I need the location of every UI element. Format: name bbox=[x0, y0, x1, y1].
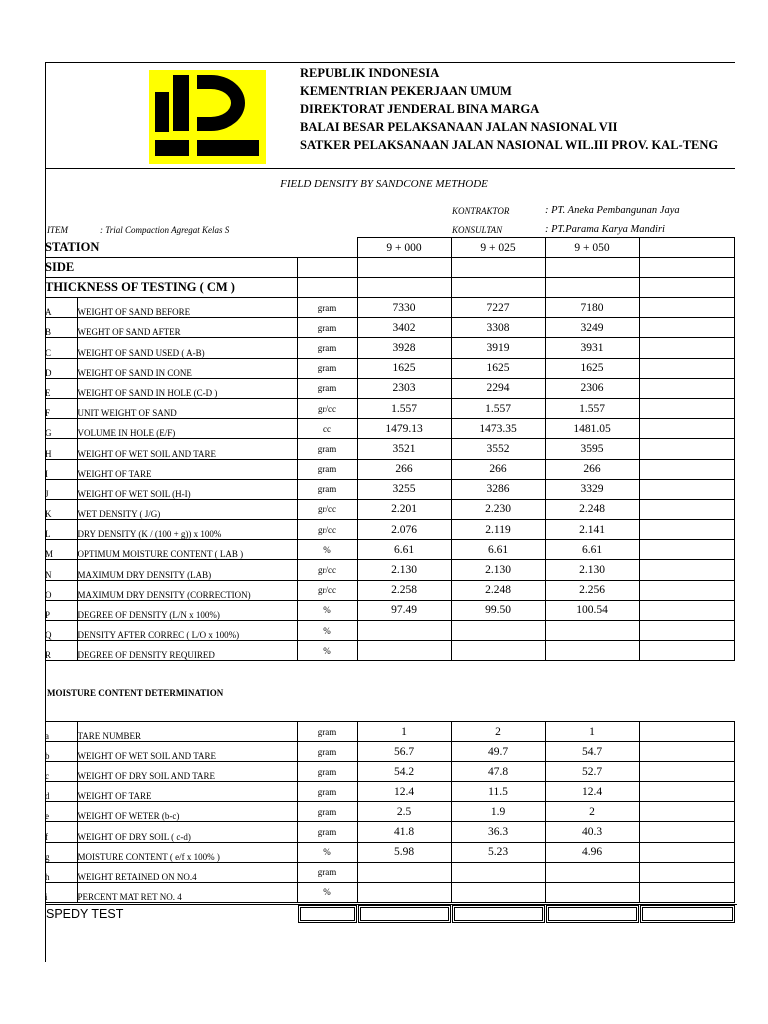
density-value-4 bbox=[639, 600, 734, 620]
moisture-value-4 bbox=[639, 802, 734, 822]
moisture-code: a bbox=[45, 722, 77, 742]
density-value-1: 2.258 bbox=[357, 580, 451, 600]
item-value: : Trial Compaction Agregat Kelas S bbox=[100, 225, 230, 235]
density-value-1: 266 bbox=[357, 459, 451, 479]
moisture-description: WEIGHT RETAINED ON NO.4 bbox=[77, 862, 297, 882]
moisture-row bbox=[45, 862, 734, 882]
moisture-value-1 bbox=[357, 862, 451, 882]
density-code: J bbox=[45, 479, 77, 499]
density-value-3: 2.141 bbox=[545, 520, 639, 540]
moisture-value-4 bbox=[639, 862, 734, 882]
density-value-4 bbox=[639, 338, 734, 358]
density-value-4 bbox=[639, 560, 734, 580]
moisture-code: c bbox=[45, 762, 77, 782]
density-value-2: 2.130 bbox=[451, 560, 545, 580]
kontraktor-value: : PT. Aneka Pembangunan Jaya bbox=[545, 205, 680, 216]
konsultan-label: KONSULTAN bbox=[452, 225, 503, 235]
density-description: WEIGHT OF WET SOIL (H-I) bbox=[77, 479, 297, 499]
density-row bbox=[45, 621, 734, 641]
density-row bbox=[45, 459, 734, 479]
header-line-2: KEMENTRIAN PEKERJAAN UMUM bbox=[300, 84, 512, 98]
moisture-code: h bbox=[45, 862, 77, 882]
density-code: E bbox=[45, 378, 77, 398]
moisture-description: TARE NUMBER bbox=[77, 722, 297, 742]
moisture-value-1: 54.2 bbox=[357, 762, 451, 782]
moisture-description: WEIGHT OF WETER (b-c) bbox=[77, 802, 297, 822]
density-code: O bbox=[45, 580, 77, 600]
moisture-value-1: 1 bbox=[357, 722, 451, 742]
moisture-unit: % bbox=[297, 882, 357, 902]
density-value-1 bbox=[357, 621, 451, 641]
density-description: DEGREE OF DENSITY REQUIRED bbox=[77, 641, 297, 661]
moisture-value-3 bbox=[545, 882, 639, 902]
spedy-box-3 bbox=[546, 905, 639, 923]
moisture-value-3: 54.7 bbox=[545, 742, 639, 762]
density-value-3: 3595 bbox=[545, 439, 639, 459]
density-code: B bbox=[45, 318, 77, 338]
density-value-2: 3308 bbox=[451, 318, 545, 338]
moisture-unit: gram bbox=[297, 762, 357, 782]
spedy-box-2 bbox=[452, 905, 545, 923]
konsultan-value: : PT.Parama Karya Mandiri bbox=[545, 224, 665, 235]
density-value-3 bbox=[545, 641, 639, 661]
density-value-1: 2.201 bbox=[357, 499, 451, 519]
density-row bbox=[45, 560, 734, 580]
density-value-1: 1.557 bbox=[357, 398, 451, 418]
thickness-label: THICKNESS OF TESTING ( CM ) bbox=[45, 278, 297, 298]
density-row bbox=[45, 499, 734, 519]
density-description: WEIGHT OF WET SOIL AND TARE bbox=[77, 439, 297, 459]
moisture-row bbox=[45, 882, 734, 902]
density-value-1: 3402 bbox=[357, 318, 451, 338]
density-value-4 bbox=[639, 358, 734, 378]
density-description: WEIGHT OF SAND IN CONE bbox=[77, 358, 297, 378]
moisture-row bbox=[45, 782, 734, 802]
density-description: WEIGHT OF SAND BEFORE bbox=[77, 298, 297, 318]
moisture-value-4 bbox=[639, 822, 734, 842]
moisture-unit: gram bbox=[297, 782, 357, 802]
moisture-code: d bbox=[45, 782, 77, 802]
density-unit: gram bbox=[297, 298, 357, 318]
moisture-unit: gram bbox=[297, 742, 357, 762]
density-value-1: 2.130 bbox=[357, 560, 451, 580]
density-value-4 bbox=[639, 540, 734, 560]
density-value-4 bbox=[639, 398, 734, 418]
density-value-1: 2303 bbox=[357, 378, 451, 398]
density-unit: gr/cc bbox=[297, 520, 357, 540]
moisture-value-1 bbox=[357, 882, 451, 902]
moisture-value-4 bbox=[639, 762, 734, 782]
density-code: C bbox=[45, 338, 77, 358]
density-unit: gr/cc bbox=[297, 560, 357, 580]
density-unit: % bbox=[297, 641, 357, 661]
density-row bbox=[45, 540, 734, 560]
density-value-3: 2.130 bbox=[545, 560, 639, 580]
density-description: DEGREE OF DENSITY (L/N x 100%) bbox=[77, 600, 297, 620]
density-value-4 bbox=[639, 641, 734, 661]
density-value-4 bbox=[639, 318, 734, 338]
moisture-value-4 bbox=[639, 882, 734, 902]
station-4 bbox=[639, 238, 734, 258]
header-line-1: REPUBLIK INDONESIA bbox=[300, 66, 440, 80]
density-value-3: 7180 bbox=[545, 298, 639, 318]
side-1 bbox=[357, 258, 451, 278]
density-code: H bbox=[45, 439, 77, 459]
density-value-4 bbox=[639, 378, 734, 398]
moisture-value-2 bbox=[451, 862, 545, 882]
moisture-value-1: 41.8 bbox=[357, 822, 451, 842]
header-line-4: BALAI BESAR PELAKSANAAN JALAN NASIONAL VII bbox=[300, 120, 618, 134]
density-value-3: 2.248 bbox=[545, 499, 639, 519]
density-value-3: 6.61 bbox=[545, 540, 639, 560]
density-value-1: 1479.13 bbox=[357, 419, 451, 439]
density-description: MAXIMUM DRY DENSITY (CORRECTION) bbox=[77, 580, 297, 600]
density-row bbox=[45, 338, 734, 358]
density-value-1: 3928 bbox=[357, 338, 451, 358]
side-label: SIDE bbox=[45, 258, 297, 278]
density-value-4 bbox=[639, 459, 734, 479]
thickness-2 bbox=[451, 278, 545, 298]
moisture-value-1: 12.4 bbox=[357, 782, 451, 802]
density-value-2: 7227 bbox=[451, 298, 545, 318]
density-description: MAXIMUM DRY DENSITY (LAB) bbox=[77, 560, 297, 580]
item-label: ITEM bbox=[47, 225, 68, 235]
density-value-2 bbox=[451, 621, 545, 641]
density-value-4 bbox=[639, 520, 734, 540]
moisture-value-2: 1.9 bbox=[451, 802, 545, 822]
density-row bbox=[45, 479, 734, 499]
density-value-4 bbox=[639, 499, 734, 519]
moisture-description: WEIGHT OF TARE bbox=[77, 782, 297, 802]
moisture-value-4 bbox=[639, 722, 734, 742]
moisture-value-2: 49.7 bbox=[451, 742, 545, 762]
station-label: STATION bbox=[45, 238, 357, 258]
density-value-1: 1625 bbox=[357, 358, 451, 378]
density-unit: % bbox=[297, 540, 357, 560]
density-value-1 bbox=[357, 641, 451, 661]
density-code: F bbox=[45, 398, 77, 418]
density-description: WEIGHT OF SAND USED ( A-B) bbox=[77, 338, 297, 358]
density-value-3: 3931 bbox=[545, 338, 639, 358]
density-unit: gram bbox=[297, 318, 357, 338]
moisture-value-1: 56.7 bbox=[357, 742, 451, 762]
density-value-2: 266 bbox=[451, 459, 545, 479]
station-3: 9 + 050 bbox=[545, 238, 639, 258]
density-value-4 bbox=[639, 580, 734, 600]
thickness-1 bbox=[357, 278, 451, 298]
density-value-4 bbox=[639, 439, 734, 459]
density-value-4 bbox=[639, 298, 734, 318]
density-description: UNIT WEIGHT OF SAND bbox=[77, 398, 297, 418]
moisture-unit: gram bbox=[297, 802, 357, 822]
side-2 bbox=[451, 258, 545, 278]
density-code: L bbox=[45, 520, 77, 540]
moisture-code: e bbox=[45, 802, 77, 822]
density-code: G bbox=[45, 419, 77, 439]
density-value-3 bbox=[545, 621, 639, 641]
moisture-value-3: 40.3 bbox=[545, 822, 639, 842]
spedy-box-unit bbox=[298, 905, 357, 923]
moisture-value-2: 11.5 bbox=[451, 782, 545, 802]
density-value-2: 2.248 bbox=[451, 580, 545, 600]
density-description: DENSITY AFTER CORREC ( L/O x 100%) bbox=[77, 621, 297, 641]
density-value-3: 1481.05 bbox=[545, 419, 639, 439]
density-value-3: 266 bbox=[545, 459, 639, 479]
thickness-unit bbox=[297, 278, 357, 298]
density-value-1: 3255 bbox=[357, 479, 451, 499]
density-code: K bbox=[45, 499, 77, 519]
moisture-row bbox=[45, 802, 734, 822]
moisture-value-2: 36.3 bbox=[451, 822, 545, 842]
density-value-3: 1.557 bbox=[545, 398, 639, 418]
moisture-description: WEIGHT OF DRY SOIL AND TARE bbox=[77, 762, 297, 782]
density-code: R bbox=[45, 641, 77, 661]
density-value-2: 2.119 bbox=[451, 520, 545, 540]
density-value-1: 6.61 bbox=[357, 540, 451, 560]
moisture-row bbox=[45, 822, 734, 842]
density-description: OPTIMUM MOISTURE CONTENT ( LAB ) bbox=[77, 540, 297, 560]
side-3 bbox=[545, 258, 639, 278]
density-value-1: 3521 bbox=[357, 439, 451, 459]
moisture-value-1: 5.98 bbox=[357, 842, 451, 862]
moisture-row bbox=[45, 762, 734, 782]
moisture-value-3: 4.96 bbox=[545, 842, 639, 862]
density-value-3: 2306 bbox=[545, 378, 639, 398]
moisture-row bbox=[45, 742, 734, 762]
moisture-code: f bbox=[45, 822, 77, 842]
thickness-row bbox=[45, 278, 734, 298]
spedy-test-row bbox=[45, 904, 737, 924]
density-description: VOLUME IN HOLE (E/F) bbox=[77, 419, 297, 439]
moisture-code: i bbox=[45, 882, 77, 902]
moisture-description: WEIGHT OF WET SOIL AND TARE bbox=[77, 742, 297, 762]
density-value-3: 100.54 bbox=[545, 600, 639, 620]
density-unit: gr/cc bbox=[297, 580, 357, 600]
moisture-description: PERCENT MAT RET NO. 4 bbox=[77, 882, 297, 902]
document-title: FIELD DENSITY BY SANDCONE METHODE bbox=[280, 178, 488, 190]
moisture-value-3: 1 bbox=[545, 722, 639, 742]
density-value-2: 3919 bbox=[451, 338, 545, 358]
density-value-2: 1473.35 bbox=[451, 419, 545, 439]
density-value-2: 1625 bbox=[451, 358, 545, 378]
moisture-row bbox=[45, 842, 734, 862]
thickness-3 bbox=[545, 278, 639, 298]
density-row bbox=[45, 600, 734, 620]
moisture-value-2: 47.8 bbox=[451, 762, 545, 782]
density-value-3: 2.256 bbox=[545, 580, 639, 600]
density-code: A bbox=[45, 298, 77, 318]
density-value-2: 3552 bbox=[451, 439, 545, 459]
moisture-code: g bbox=[45, 842, 77, 862]
station-1: 9 + 000 bbox=[357, 238, 451, 258]
thickness-4 bbox=[639, 278, 734, 298]
density-value-2: 6.61 bbox=[451, 540, 545, 560]
header-line-3: DIREKTORAT JENDERAL BINA MARGA bbox=[300, 102, 540, 116]
header-top-border bbox=[45, 62, 735, 63]
spedy-box-1 bbox=[358, 905, 451, 923]
density-value-3: 1625 bbox=[545, 358, 639, 378]
station-row bbox=[45, 238, 734, 258]
moisture-value-1: 2.5 bbox=[357, 802, 451, 822]
side-unit bbox=[297, 258, 357, 278]
moisture-section-title: MOISTURE CONTENT DETERMINATION bbox=[47, 688, 224, 698]
density-row bbox=[45, 520, 734, 540]
density-row bbox=[45, 358, 734, 378]
density-table bbox=[45, 237, 735, 661]
side-row bbox=[45, 258, 734, 278]
density-value-2: 2.230 bbox=[451, 499, 545, 519]
density-unit: % bbox=[297, 621, 357, 641]
density-description: WEIGHT OF SAND IN HOLE (C-D ) bbox=[77, 378, 297, 398]
moisture-code: b bbox=[45, 742, 77, 762]
density-value-4 bbox=[639, 419, 734, 439]
spedy-box-4 bbox=[640, 905, 735, 923]
station-2: 9 + 025 bbox=[451, 238, 545, 258]
density-unit: cc bbox=[297, 419, 357, 439]
moisture-value-3: 12.4 bbox=[545, 782, 639, 802]
density-unit: gr/cc bbox=[297, 398, 357, 418]
density-row bbox=[45, 298, 734, 318]
spedy-test-label: SPEDY TEST bbox=[46, 907, 124, 921]
density-value-3: 3329 bbox=[545, 479, 639, 499]
moisture-value-4 bbox=[639, 782, 734, 802]
density-value-1: 2.076 bbox=[357, 520, 451, 540]
density-unit: gram bbox=[297, 439, 357, 459]
moisture-description: WEIGHT OF DRY SOIL ( c-d) bbox=[77, 822, 297, 842]
header-line-5: SATKER PELAKSANAAN JALAN NASIONAL WIL.III PROV. KAL-TENG bbox=[300, 138, 719, 152]
density-row bbox=[45, 439, 734, 459]
density-value-4 bbox=[639, 621, 734, 641]
moisture-table bbox=[45, 721, 735, 903]
density-code: Q bbox=[45, 621, 77, 641]
density-row bbox=[45, 580, 734, 600]
density-row bbox=[45, 398, 734, 418]
moisture-value-4 bbox=[639, 742, 734, 762]
density-unit: gr/cc bbox=[297, 499, 357, 519]
density-value-1: 97.49 bbox=[357, 600, 451, 620]
moisture-value-2: 5.23 bbox=[451, 842, 545, 862]
moisture-row bbox=[45, 722, 734, 742]
density-code: M bbox=[45, 540, 77, 560]
moisture-description: MOISTURE CONTENT ( e/f x 100% ) bbox=[77, 842, 297, 862]
header-bottom-border bbox=[45, 168, 735, 169]
density-value-2 bbox=[451, 641, 545, 661]
density-value-2: 99.50 bbox=[451, 600, 545, 620]
density-code: I bbox=[45, 459, 77, 479]
side-4 bbox=[639, 258, 734, 278]
moisture-value-3: 52.7 bbox=[545, 762, 639, 782]
moisture-value-2 bbox=[451, 882, 545, 902]
density-description: WEGHT OF SAND AFTER bbox=[77, 318, 297, 338]
density-unit: % bbox=[297, 600, 357, 620]
density-code: N bbox=[45, 560, 77, 580]
density-unit: gram bbox=[297, 459, 357, 479]
density-value-2: 2294 bbox=[451, 378, 545, 398]
density-code: D bbox=[45, 358, 77, 378]
density-row bbox=[45, 641, 734, 661]
moisture-unit: gram bbox=[297, 822, 357, 842]
density-unit: gram bbox=[297, 338, 357, 358]
density-value-2: 3286 bbox=[451, 479, 545, 499]
density-row bbox=[45, 419, 734, 439]
moisture-value-3: 2 bbox=[545, 802, 639, 822]
density-unit: gram bbox=[297, 378, 357, 398]
moisture-unit: % bbox=[297, 842, 357, 862]
moisture-unit: gram bbox=[297, 862, 357, 882]
density-value-2: 1.557 bbox=[451, 398, 545, 418]
density-description: WET DENSITY ( J/G) bbox=[77, 499, 297, 519]
density-row bbox=[45, 378, 734, 398]
density-description: DRY DENSITY (K / (100 + g)) x 100% bbox=[77, 520, 297, 540]
density-code: P bbox=[45, 600, 77, 620]
density-row bbox=[45, 318, 734, 338]
moisture-value-4 bbox=[639, 842, 734, 862]
density-value-1: 7330 bbox=[357, 298, 451, 318]
density-unit: gram bbox=[297, 358, 357, 378]
density-description: WEIGHT OF TARE bbox=[77, 459, 297, 479]
density-unit: gram bbox=[297, 479, 357, 499]
pu-logo bbox=[149, 70, 266, 164]
density-value-3: 3249 bbox=[545, 318, 639, 338]
moisture-value-3 bbox=[545, 862, 639, 882]
moisture-value-2: 2 bbox=[451, 722, 545, 742]
density-value-4 bbox=[639, 479, 734, 499]
kontraktor-label: KONTRAKTOR bbox=[452, 206, 510, 216]
moisture-unit: gram bbox=[297, 722, 357, 742]
pu-logo-icon bbox=[149, 70, 266, 164]
